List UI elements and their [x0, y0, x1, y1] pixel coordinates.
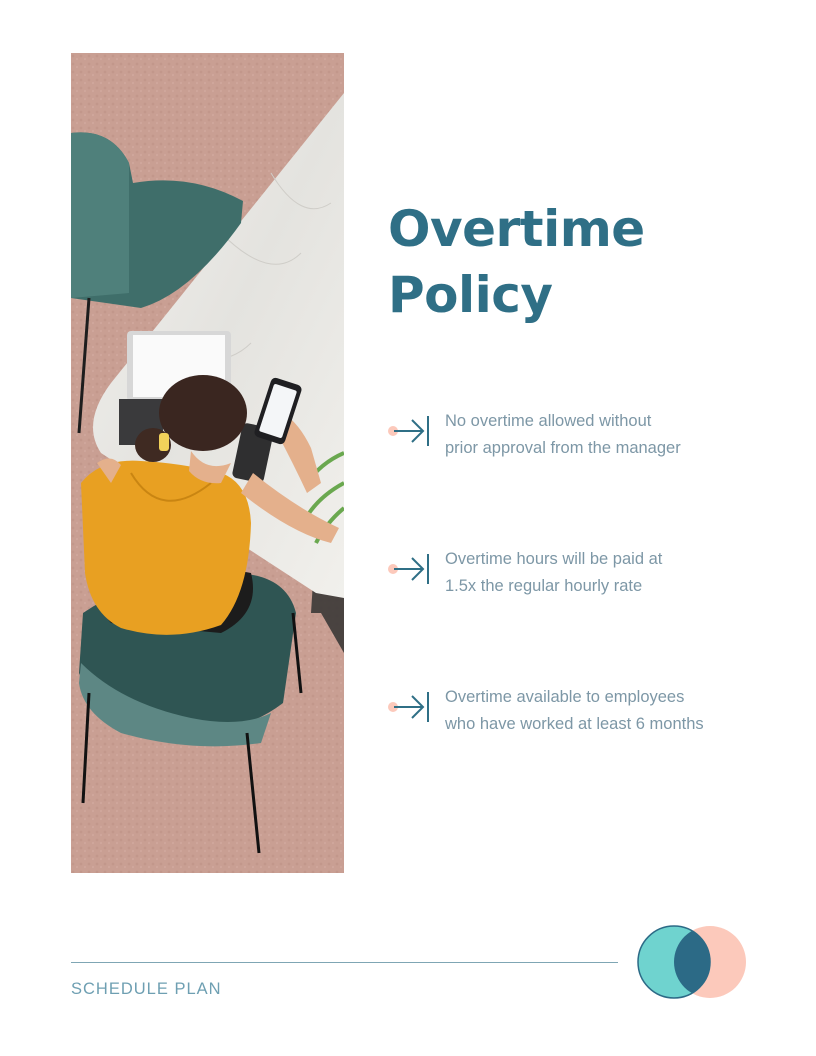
- policy-item-line: Overtime available to employees: [445, 688, 685, 706]
- policy-item-text: [445, 684, 765, 738]
- footer-label: SCHEDULE PLAN: [71, 980, 222, 998]
- hero-photo-woman-at-desk: [71, 53, 344, 873]
- policy-item-line: Overtime hours will be paid at: [445, 550, 663, 568]
- policy-item-text: [445, 546, 765, 600]
- page-title: [388, 196, 768, 328]
- page-title-line-1: Overtime: [388, 200, 645, 258]
- policy-item-line: prior approval from the manager: [445, 439, 681, 457]
- policy-item-line: who have worked at least 6 months: [445, 715, 704, 733]
- arrow-to-bar-icon: [386, 551, 432, 587]
- policy-item-line: 1.5x the regular hourly rate: [445, 577, 643, 595]
- arrow-to-bar-icon: [386, 413, 432, 449]
- policy-item-3: [386, 689, 766, 749]
- overlapping-circles-logo: [634, 924, 750, 1004]
- footer-divider: [71, 962, 618, 963]
- policy-item-2: [386, 551, 766, 611]
- page-title-line-2: Policy: [388, 266, 553, 324]
- policy-item-1: [386, 413, 766, 473]
- arrow-to-bar-icon: [386, 689, 432, 725]
- policy-item-text: [445, 408, 765, 462]
- policy-item-line: No overtime allowed without: [445, 412, 652, 430]
